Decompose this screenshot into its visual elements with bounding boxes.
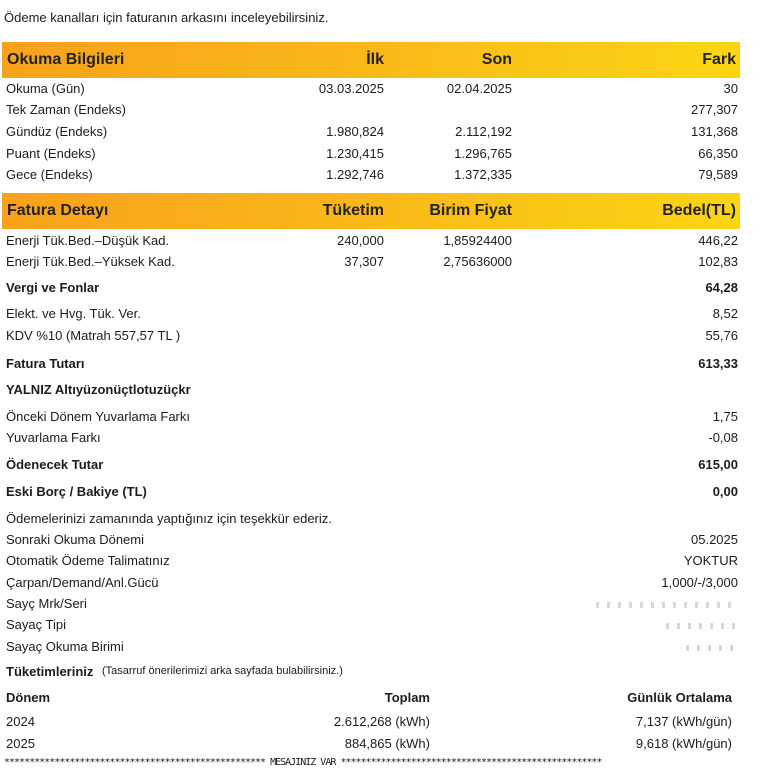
tax-item-label: KDV %10 (Matrah 557,57 TL ) (6, 328, 181, 343)
reading-row (6, 102, 738, 122)
tax-item-row (6, 328, 738, 348)
reading-row (6, 81, 738, 101)
redacted-value (666, 623, 736, 629)
consumption-total: 884,865 (kWh) (344, 736, 430, 751)
tax-item-label: Elekt. ve Hvg. Tük. Ver. (6, 306, 141, 321)
reading-first: 1.230,415 (326, 146, 384, 161)
thanks-text: Ödemelerinizi zamanında yaptığınız için teşekkür ederiz. (6, 511, 332, 526)
info-value: 05.2025 (691, 532, 738, 547)
info-label: Sayç Mrk/Seri (6, 596, 87, 611)
rounding-label: Önceki Dönem Yuvarlama Farkı (6, 409, 190, 424)
reading-label: Tek Zaman (Endeks) (6, 102, 126, 117)
invoice-unit-price: 2,75636000 (443, 254, 512, 269)
info-row (6, 532, 738, 552)
consumption-header-period: Dönem (6, 690, 51, 705)
consumption-period: 2025 (6, 736, 35, 751)
payable-value: 615,00 (698, 457, 738, 472)
invoice-label: Enerji Tük.Bed.–Düşük Kad. (6, 233, 170, 248)
invoice-total-value: 613,33 (698, 356, 738, 371)
reading-header-first: İlk (366, 51, 384, 68)
reading-diff: 277,307 (691, 102, 738, 117)
consumption-period: 2024 (6, 714, 35, 729)
invoice-row (6, 233, 738, 253)
consumption-title: Tüketimleriniz (6, 664, 94, 679)
tax-item-row (6, 306, 738, 326)
info-row (6, 596, 738, 616)
consumption-header (6, 690, 738, 710)
old-debt-row (6, 484, 738, 504)
rounding-value: 1,75 (712, 409, 738, 424)
info-label: Otomatik Ödeme Talimatınız (6, 553, 170, 568)
reading-label: Gece (Endeks) (6, 167, 93, 182)
reading-row (6, 146, 738, 166)
reading-first: 1.980,824 (326, 124, 384, 139)
consumption-header-daily: Günlük Ortalama (627, 690, 732, 705)
invoice-header (2, 193, 740, 229)
invoice-row (6, 254, 738, 274)
reading-diff: 30 (723, 81, 738, 96)
invoice-amount: 102,83 (698, 254, 738, 269)
reading-first: 03.03.2025 (318, 81, 384, 96)
redacted-value (596, 602, 736, 608)
rounding-row (6, 409, 738, 429)
rounding-value: -0,08 (708, 430, 738, 445)
invoice-header-unit-price: Birim Fiyat (429, 202, 512, 219)
invoice-consumption: 37,307 (344, 254, 384, 269)
reading-row (6, 167, 738, 187)
invoice-total-label: Fatura Tutarı (6, 356, 85, 371)
footer-message: **************************************************** MESAJINIZ VAR **************************************************** (4, 757, 602, 768)
reading-header (2, 42, 740, 78)
info-label: Sayaç Okuma Birimi (6, 639, 124, 654)
payable-label: Ödenecek Tutar (6, 457, 104, 472)
invoice-header-amount: Bedel(TL) (662, 202, 736, 219)
reading-header-last: Son (481, 51, 512, 68)
consumption-note: (Tasarruf önerilerimizi arka sayfada bulabilirsiniz.) (102, 665, 343, 677)
invoice-consumption: 240,000 (337, 233, 384, 248)
amount-in-words-text: YALNIZ Altıyüzonüçtlotuzüçkr (6, 382, 191, 397)
tax-item-value: 8,52 (712, 306, 738, 321)
invoice-amount: 446,22 (698, 233, 738, 248)
reading-label: Gündüz (Endeks) (6, 124, 108, 139)
consumption-row (6, 736, 738, 756)
invoice-total-row (6, 356, 738, 376)
invoice-unit-price: 1,85924400 (443, 233, 512, 248)
amount-in-words (6, 382, 738, 402)
intro-text: Ödeme kanalları için faturanın arkasını inceleyebilirsiniz. (4, 10, 329, 25)
reading-diff: 131,368 (691, 124, 738, 139)
invoice-label: Enerji Tük.Bed.–Yüksek Kad. (6, 254, 175, 269)
info-row (6, 575, 738, 595)
taxes-row (6, 280, 738, 300)
consumption-title-row (6, 664, 738, 684)
info-label: Sonraki Okuma Dönemi (6, 532, 144, 547)
info-row (6, 553, 738, 573)
old-debt-value: 0,00 (712, 484, 738, 499)
consumption-row (6, 714, 738, 734)
info-value: 1,000/-/3,000 (661, 575, 738, 590)
reading-last: 1.372,335 (454, 167, 512, 182)
reading-last: 02.04.2025 (446, 81, 512, 96)
taxes-label: Vergi ve Fonlar (6, 280, 100, 295)
info-label: Çarpan/Demand/Anl.Gücü (6, 575, 159, 590)
reading-last: 2.112,192 (455, 124, 512, 139)
taxes-value: 64,28 (705, 280, 738, 295)
redacted-value (686, 645, 736, 651)
consumption-daily: 7,137 (kWh/gün) (635, 714, 732, 729)
reading-label: Okuma (Gün) (6, 81, 85, 96)
reading-header-diff: Fark (702, 51, 736, 68)
info-row (6, 617, 738, 637)
info-row (6, 639, 738, 659)
consumption-total: 2.612,268 (kWh) (333, 714, 430, 729)
consumption-daily: 9,618 (kWh/gün) (635, 736, 732, 751)
reading-first: 1.292,746 (326, 167, 384, 182)
invoice-header-consumption: Tüketim (322, 202, 384, 219)
reading-diff: 66,350 (698, 146, 738, 161)
reading-row (6, 124, 738, 144)
invoice-header-title: Fatura Detayı (7, 202, 109, 219)
reading-diff: 79,589 (698, 167, 738, 182)
reading-header-title: Okuma Bilgileri (7, 51, 125, 68)
consumption-header-total: Toplam (384, 690, 430, 705)
thanks-row (6, 511, 738, 531)
reading-last: 1.296,765 (454, 146, 512, 161)
rounding-label: Yuvarlama Farkı (6, 430, 101, 445)
tax-item-value: 55,76 (705, 328, 738, 343)
payable-row (6, 457, 738, 477)
reading-label: Puant (Endeks) (6, 146, 96, 161)
rounding-row (6, 430, 738, 450)
info-label: Sayaç Tipi (6, 617, 66, 632)
info-value: YOKTUR (683, 553, 738, 568)
old-debt-label: Eski Borç / Bakiye (TL) (6, 484, 147, 499)
